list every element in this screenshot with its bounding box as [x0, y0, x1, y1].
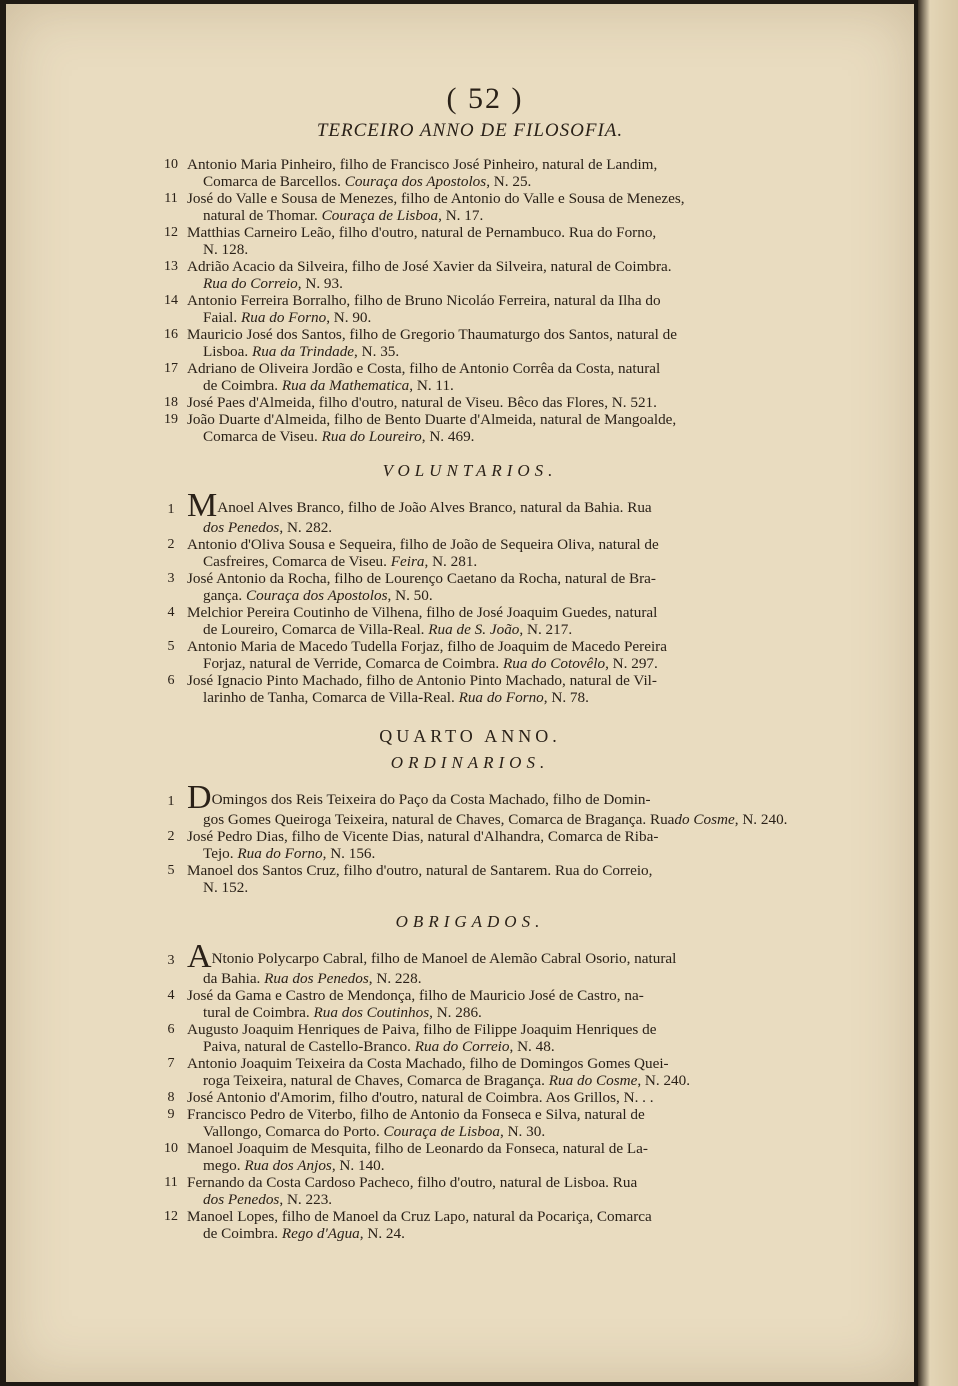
entry-number: 9 — [167, 1107, 175, 1122]
entry-address: Couraça de Lisboa — [383, 1123, 500, 1140]
entry-address: Feira — [390, 553, 425, 570]
drop-cap: D — [187, 779, 212, 816]
entry-line-1: Matthias Carneiro Leão, filho d'outro, natural de Pernambuco. Rua do Forno, — [187, 224, 657, 241]
obrigados-list — [145, 938, 795, 1242]
entry-line-1: Melchior Pereira Coutinho de Vilhena, filho de José Joaquim Guedes, natural — [187, 604, 658, 621]
drop-cap: M — [187, 487, 218, 524]
entry-line-2: Comarca de Viseu. Rua do Loureiro, N. 469. — [203, 428, 475, 445]
entry-line-1: José Antonio d'Amorim, filho d'outro, natural de Coimbra. Aos Grillos, N. . . — [187, 1089, 654, 1106]
entry-address: Rua dos Coutinhos — [313, 1004, 430, 1021]
entry-line-1: Adriano de Oliveira Jordão e Costa, filho de Antonio Corrêa da Costa, natural — [187, 360, 661, 377]
entry-number: 4 — [167, 605, 175, 620]
entry-address: Rua dos Anjos — [244, 1157, 332, 1174]
entry-line-1: José do Valle e Sousa de Menezes, filho de Antonio do Valle e Sousa de Menezes, — [187, 190, 685, 207]
entry-address: dos Penedos — [203, 1191, 280, 1208]
entry-number: 11 — [164, 1175, 178, 1190]
list-item — [145, 1089, 795, 1106]
entry-number: 13 — [164, 259, 178, 274]
page-title: TERCEIRO ANNO DE FILOSOFIA. — [316, 120, 624, 141]
entry-line-1: José Paes d'Almeida, filho d'outro, natural de Viseu. Bêco das Flores, N. 521. — [187, 394, 657, 411]
entry-line-2: Forjaz, natural de Verride, Comarca de Coimbra. Rua do Cotovêlo, N. 297. — [203, 655, 658, 672]
entry-number: 2 — [167, 829, 175, 844]
list-item — [145, 1106, 795, 1140]
list-item — [145, 1055, 795, 1089]
entry-line-1: Antonio Joaquim Teixeira da Costa Machado, filho de Domingos Gomes Quei- — [187, 1055, 669, 1072]
entry-line-1: João Duarte d'Almeida, filho de Bento Duarte d'Almeida, natural de Mangoalde, — [187, 411, 677, 428]
entry-number: 7 — [167, 1056, 175, 1071]
entry-address: Rua do Correio — [203, 275, 298, 292]
entry-number: 16 — [164, 327, 178, 342]
entry-address: Rua do Cosme — [548, 1072, 638, 1089]
entry-line-1: Fernando da Costa Cardoso Pacheco, filho d'outro, natural de Lisboa. Rua — [187, 1174, 638, 1191]
entry-line-2: larinho de Tanha, Comarca de Villa-Real. Rua do Forno, N. 78. — [203, 689, 589, 706]
entry-line-2: Casfreires, Comarca de Viseu. Feira, N. 281. — [203, 553, 478, 570]
list-item — [145, 1140, 795, 1174]
list-item — [145, 411, 795, 445]
entry-line-2: de Coimbra. Rua da Mathematica, N. 11. — [203, 377, 454, 394]
entry-number: 5 — [167, 863, 175, 878]
entry-number: 5 — [167, 639, 175, 654]
entry-line-1: Antonio Maria de Macedo Tudella Forjaz, filho de Joaquim de Macedo Pereira — [187, 638, 667, 655]
list-item — [145, 828, 795, 862]
entry-number: 10 — [164, 157, 178, 172]
terceiro-list — [145, 156, 795, 445]
entry-line-1: José Ignacio Pinto Machado, filho de Antonio Pinto Machado, natural de Vil- — [187, 672, 657, 689]
entry-address: Couraça dos Apostolos — [344, 173, 487, 190]
entry-number: 11 — [164, 191, 178, 206]
entry-address: Rua do Cotovêlo — [503, 655, 606, 672]
entry-address: Rua do Forno — [240, 309, 327, 326]
page-number: ( 52 ) — [446, 82, 524, 115]
entry-line-2: Lisboa. Rua da Trindade, N. 35. — [203, 343, 400, 360]
entry-line-2: natural de Thomar. Couraça de Lisboa, N. 17. — [203, 207, 484, 224]
entry-line-2: tural de Coimbra. Rua dos Coutinhos, N. 286. — [203, 1004, 482, 1021]
list-item — [145, 1021, 795, 1055]
voluntarios-list — [145, 487, 795, 706]
entry-number: 17 — [164, 361, 178, 376]
list-item — [145, 536, 795, 570]
entry-address: Rua do Loureiro — [321, 428, 422, 445]
entry-line-2: Rua do Correio, N. 93. — [203, 275, 343, 292]
entry-address: Rua da Trindade — [251, 343, 355, 360]
entry-line-2: de Loureiro, Comarca de Villa-Real. Rua de S. João, N. 217. — [203, 621, 573, 638]
entry-number: 1 — [167, 794, 175, 809]
list-item — [145, 570, 795, 604]
list-item — [145, 224, 795, 258]
ordinarios-heading: ORDINARIOS. — [390, 753, 550, 772]
list-item — [145, 394, 795, 411]
entry-line-2: Paiva, natural de Castello-Branco. Rua do Correio, N. 48. — [203, 1038, 555, 1055]
entry-line-1: Francisco Pedro de Viterbo, filho de Antonio da Fonseca e Silva, natural de — [187, 1106, 645, 1123]
list-item — [145, 258, 795, 292]
entry-line-1: Antonio d'Oliva Sousa e Sequeira, filho de João de Sequeira Oliva, natural de — [187, 536, 659, 553]
entry-line-2: da Bahia. Rua dos Penedos, N. 228. — [203, 970, 422, 987]
obrigados-heading: OBRIGADOS. — [395, 912, 545, 931]
entry-number: 3 — [167, 953, 175, 968]
entry-address: Rua de S. João — [428, 621, 520, 638]
list-item — [145, 987, 795, 1021]
drop-cap: A — [187, 938, 212, 975]
entry-line-2: Vallongo, Comarca do Porto. Couraça de Lisboa, N. 30. — [203, 1123, 546, 1140]
entry-line-1: Manoel Joaquim de Mesquita, filho de Leonardo da Fonseca, natural de La- — [187, 1140, 648, 1157]
entry-line-1: Augusto Joaquim Henriques de Paiva, filho de Filippe Joaquim Henriques de — [187, 1021, 657, 1038]
list-item — [145, 190, 795, 224]
entry-address: Rua do Forno — [458, 689, 544, 706]
entry-line-1: Mauricio José dos Santos, filho de Gregorio Thaumaturgo dos Santos, natural de — [187, 326, 678, 343]
entry-line-2: gos Gomes Queiroga Teixeira, natural de Chaves, Comarca de Bragança. Ruado Cosme, N. 240. — [203, 811, 788, 828]
page-content — [145, 82, 795, 1242]
entry-line-1: MAnoel Alves Branco, filho de João Alves Branco, natural da Bahia. Rua — [187, 487, 652, 524]
entry-line-2: N. 152. — [203, 879, 249, 896]
facing-page-edge — [918, 0, 958, 1386]
list-item — [145, 326, 795, 360]
list-item — [145, 1174, 795, 1208]
entry-number: 10 — [164, 1141, 178, 1156]
entry-address: do Cosme — [674, 811, 735, 828]
entry-address: Rua dos Penedos — [264, 970, 369, 987]
entry-line-2: Faial. Rua do Forno, N. 90. — [203, 309, 372, 326]
entry-line-2: Tejo. Rua do Forno, N. 156. — [203, 845, 376, 862]
list-item — [145, 292, 795, 326]
entry-number: 12 — [164, 225, 178, 240]
entry-line-1: Antonio Maria Pinheiro, filho de Francisco José Pinheiro, natural de Landim, — [187, 156, 658, 173]
entry-line-2: dos Penedos, N. 282. — [203, 519, 333, 536]
entry-address: dos Penedos — [203, 519, 280, 536]
entry-line-1: Antonio Ferreira Borralho, filho de Bruno Nicoláo Ferreira, natural da Ilha do — [187, 292, 661, 309]
list-item — [145, 638, 795, 672]
entry-address: Rua do Forno — [237, 845, 323, 862]
entry-address: Rua do Correio — [414, 1038, 510, 1055]
entry-line-2: mego. Rua dos Anjos, N. 140. — [203, 1157, 385, 1174]
entry-address: Rua da Mathematica — [281, 377, 410, 394]
list-item — [145, 604, 795, 638]
entry-number: 3 — [167, 571, 175, 586]
entry-line-2: de Coimbra. Rego d'Agua, N. 24. — [203, 1225, 405, 1242]
entry-address: Rego d'Agua — [281, 1225, 360, 1242]
entry-number: 18 — [164, 395, 178, 410]
entry-line-2: gança. Couraça dos Apostolos, N. 50. — [203, 587, 433, 604]
list-item — [145, 938, 795, 987]
entry-address: Couraça dos Apostolos — [246, 587, 388, 604]
list-item — [145, 862, 795, 896]
entry-number: 4 — [167, 988, 175, 1003]
entry-line-2: roga Teixeira, natural de Chaves, Comarca de Bragança. Rua do Cosme, N. 240. — [203, 1072, 691, 1089]
list-item — [145, 1208, 795, 1242]
list-item — [145, 779, 795, 828]
entry-line-1: Adrião Acacio da Silveira, filho de José Xavier da Silveira, natural de Coimbra. — [187, 258, 672, 275]
list-item — [145, 672, 795, 706]
entry-line-1: José da Gama e Castro de Mendonça, filho de Mauricio José de Castro, na- — [187, 987, 644, 1004]
entry-line-2: Comarca de Barcellos. Couraça dos Apostolos, N. 25. — [203, 173, 532, 190]
entry-address: Couraça de Lisboa — [321, 207, 439, 224]
entry-line-1: DOmingos dos Reis Teixeira do Paço da Costa Machado, filho de Domin- — [187, 779, 651, 816]
entry-number: 8 — [167, 1090, 175, 1105]
entry-line-2: dos Penedos, N. 223. — [203, 1191, 333, 1208]
entry-line-1: José Pedro Dias, filho de Vicente Dias, natural d'Alhandra, Comarca de Riba- — [187, 828, 659, 845]
list-item — [145, 360, 795, 394]
entry-number: 1 — [167, 502, 175, 517]
entry-number: 6 — [167, 673, 175, 688]
entry-number: 12 — [164, 1209, 178, 1224]
entry-line-1: Manoel dos Santos Cruz, filho d'outro, natural de Santarem. Rua do Correio, — [187, 862, 653, 879]
entry-line-2: N. 128. — [203, 241, 249, 258]
voluntarios-heading: VOLUNTARIOS. — [382, 461, 558, 480]
entry-number: 14 — [164, 293, 178, 308]
entry-number: 6 — [167, 1022, 175, 1037]
entry-number: 19 — [164, 412, 178, 427]
ordinarios-list — [145, 779, 795, 896]
entry-line-1: José Antonio da Rocha, filho de Lourenço Caetano da Rocha, natural de Bra- — [187, 570, 656, 587]
list-item — [145, 487, 795, 536]
entry-line-1: Manoel Lopes, filho de Manoel da Cruz Lapo, natural da Pocariça, Comarca — [187, 1208, 652, 1225]
entry-number: 2 — [167, 537, 175, 552]
list-item — [145, 156, 795, 190]
entry-line-1: ANtonio Polycarpo Cabral, filho de Manoel de Alemão Cabral Osorio, natural — [187, 938, 677, 975]
quarto-heading: QUARTO ANNO. — [379, 726, 561, 746]
